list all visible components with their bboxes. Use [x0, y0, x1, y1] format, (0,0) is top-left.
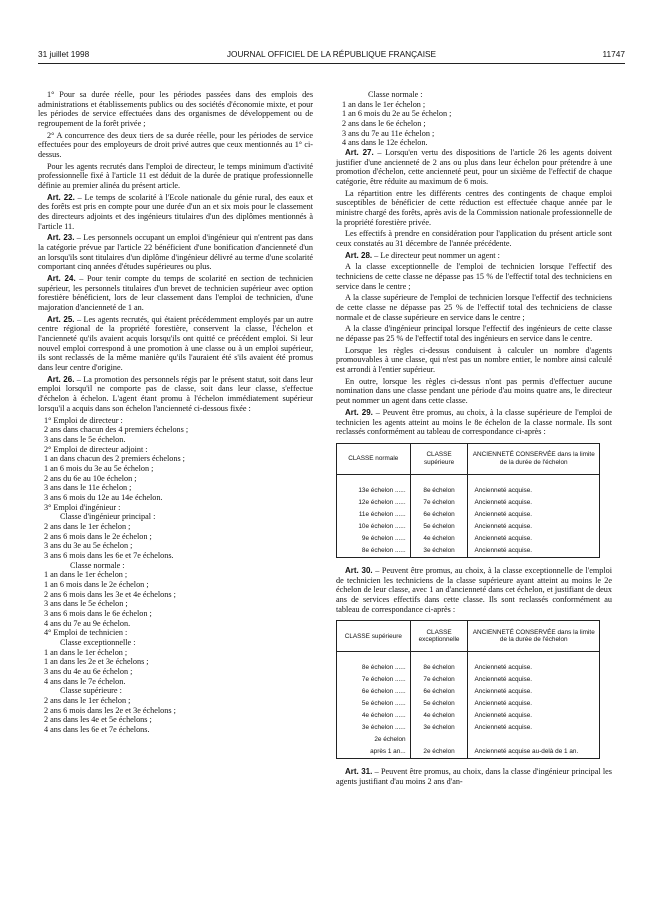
list-item: 3 ans 6 mois dans le 6e échelon ;: [44, 608, 152, 618]
table-cell: [410, 734, 468, 746]
table-cell: Ancienneté acquise.: [468, 533, 600, 545]
header-rule: [38, 63, 625, 64]
article-label: Art. 27.: [345, 148, 374, 158]
table-cell: 6e échelon: [410, 686, 468, 698]
list-item: 1 an 6 mois du 2e au 5e échelon ;: [342, 109, 452, 119]
article-label: Art. 31.: [345, 767, 373, 777]
column-header: ANCIENNETÉ CONSERVÉE dans la limite de la durée de l'échelon: [468, 443, 600, 474]
article-31: [336, 767, 612, 786]
list-subheading: Classe exceptionnelle :: [60, 637, 136, 647]
article-text: – Pour tenir compte du temps de scolarité en section de technicien supérieur, les personnels titulaires d'un brevet de technicien supérieur avec option forestière bénéficient, lors de leur classement dans l'emploi de technicien, d'une majoration d'ancienneté de 1 an.: [38, 274, 313, 313]
table-header-row: [337, 621, 600, 652]
table-cell: 4e échelon ......: [337, 710, 411, 722]
list-item: 1 an dans le 1er échelon ;: [342, 99, 426, 109]
column-header: ANCIENNETÉ CONSERVÉE dans la limite de la durée de l'échelon: [468, 621, 600, 652]
right-column: [336, 90, 612, 789]
article-label: Art. 28.: [345, 250, 373, 260]
article-label: Art. 22.: [47, 192, 75, 202]
list-item: 1 an dans le 1er échelon ;: [44, 647, 128, 657]
table-cell: Ancienneté acquise.: [468, 698, 600, 710]
list-item: 3 ans 6 mois du 12e au 14e échelon.: [44, 492, 163, 502]
column-header: CLASSE supérieure: [337, 621, 411, 652]
list-item: 2 ans dans le 1er échelon ;: [44, 521, 131, 531]
article-label: Art. 26.: [47, 374, 75, 384]
article-28: [336, 251, 612, 261]
article-text: – Lorsqu'en vertu des dispositions de l'article 26 les agents doivent justifier d'une ancienneté de 2 ans ou plus dans leur échelon pour prétendre à une promotion d'échelon, cette ancienneté peut, pour un sixième de l'effectif de chaque catégorie, être réduite au maximum de 6 mois.: [336, 148, 612, 187]
list-item: 3 ans dans le 5e échelon.: [44, 434, 126, 444]
table-row: [337, 698, 600, 710]
article-text: – Peuvent être promus, au choix, à la classe supérieure de l'emploi de technicien les agents atteint au moins le 8e échelon de la classe normale. Ils sont reclassés conformément au tableau de correspondance ci-après :: [336, 407, 613, 437]
article-text: – La promotion des personnels régis par le présent statut, soit dans leur emploi lorsqu'il ne comporte pas de classe, soit dans leur classe, s'effectue d'échelon à échelon. L'agent étant promu à l'échelon immédiatement supérieur lorsqu'il a acquis dans son échelon l'ancienneté ci-dessous fixée :: [38, 374, 314, 413]
article-24: [38, 274, 313, 313]
article-text: – Le directeur peut nommer un agent :: [372, 250, 500, 260]
list-item: 3 ans du 4e au 6e échelon ;: [44, 666, 133, 676]
list-item: 2 ans 6 mois dans les 3e et 4e échelons ;: [44, 589, 176, 599]
paragraph: En outre, lorsque les règles ci-dessus n'ont pas permis d'effectuer aucune nomination dans une classe pendant une période d'au moins quatre ans, le directeur peut nommer un agent dans cette classe.: [336, 376, 612, 406]
correspondence-table-art30: [336, 620, 600, 759]
table-cell: 3e échelon: [410, 545, 468, 558]
table-cell: 9e échelon ......: [337, 533, 411, 545]
article-label: Art. 30.: [345, 565, 373, 575]
table-row: [337, 662, 600, 674]
table-cell: 12e échelon ......: [337, 497, 411, 509]
list-heading: 4° Emploi de technicien :: [44, 628, 128, 638]
table-cell: 8e échelon: [410, 485, 468, 497]
table-cell: Ancienneté acquise.: [468, 686, 600, 698]
table-row: [337, 686, 600, 698]
left-column: [38, 90, 313, 735]
list-item: 4 ans dans les 6e et 7e échelons.: [44, 725, 150, 734]
list-item: 1 an dans chacun des 2 premiers échelons ;: [44, 454, 185, 464]
table-cell: 13e échelon ......: [337, 485, 411, 497]
table-row: [337, 734, 600, 746]
page-number: 11747: [602, 49, 625, 59]
list-item: 1 an dans les 2e et 3e échelons ;: [44, 657, 149, 667]
paragraph: 1° Pour sa durée réelle, pour les périodes passées dans des emplois des administrations et établissements publics ou des sociétés d'économie mixte, et pour les périodes de service effectuées dans des organismes de développement ou de regroupement de la forêt privée ;: [38, 90, 313, 129]
article-text: – Les personnels occupant un emploi d'ingénieur qui n'entrent pas dans la catégorie prévue par l'article 22 bénéficient d'une bonification d'ancienneté d'un an lorsqu'ils sont titulaires d'un diplôme d'ingénieur délivré au terme d'une scolarité comportant cinq années d'études supérieures ou plus.: [38, 233, 313, 272]
issue-date: 31 juillet 1998: [38, 49, 90, 59]
article-25: [38, 315, 313, 373]
table-cell: 7e échelon: [410, 497, 468, 509]
list-item: 2 ans dans les 4e et 5e échelons ;: [44, 715, 152, 725]
list-item: 3 ans dans le 5e échelon ;: [44, 599, 128, 609]
table-cell: 7e échelon ......: [337, 674, 411, 686]
list-subheading: Classe normale :: [368, 90, 423, 99]
list-item: 1 an dans le 1er échelon ;: [44, 570, 128, 580]
table-row: [337, 485, 600, 497]
table-cell: 5e échelon: [410, 521, 468, 533]
table-cell: Ancienneté acquise.: [468, 521, 600, 533]
table-cell: après 1 an...: [337, 746, 411, 759]
column-header: CLASSE supérieure: [410, 443, 468, 474]
article-label: Art. 29.: [345, 407, 373, 417]
table-cell: Ancienneté acquise.: [468, 662, 600, 674]
article-23: [38, 233, 313, 272]
list-item: 2 ans dans le 1er échelon ;: [44, 695, 131, 705]
table-row: [337, 722, 600, 734]
table-cell: Ancienneté acquise au-delà de 1 an.: [468, 746, 600, 759]
article-text: – Peuvent être promus, au choix, dans la classe d'ingénieur principal les agents justifiant d'au moins 2 ans d'an-: [336, 767, 612, 786]
list-item: 3 ans 6 mois dans les 6e et 7e échelons.: [44, 550, 174, 560]
list-heading: 2° Emploi de directeur adjoint :: [44, 444, 148, 454]
table-cell: 8e échelon ......: [337, 662, 411, 674]
table-cell: Ancienneté acquise.: [468, 722, 600, 734]
table-cell: 3e échelon ......: [337, 722, 411, 734]
table-spacer: [337, 652, 600, 663]
table-header-row: [337, 443, 600, 474]
article-label: Art. 23.: [47, 233, 75, 243]
table-row: [337, 545, 600, 558]
list-subheading: Classe supérieure :: [60, 686, 122, 696]
list-item: 3 ans du 3e au 5e échelon ;: [44, 541, 133, 551]
article-27: [336, 148, 612, 187]
list-heading: 1° Emploi de directeur :: [44, 415, 123, 425]
table-cell: Ancienneté acquise.: [468, 674, 600, 686]
table-cell: 8e échelon ......: [337, 545, 411, 558]
table-cell: 5e échelon: [410, 698, 468, 710]
table-cell: 11e échelon ......: [337, 509, 411, 521]
article-label: Art. 25.: [47, 314, 75, 324]
journal-title: JOURNAL OFFICIEL DE LA RÉPUBLIQUE FRANÇAISE: [226, 49, 437, 59]
correspondence-table-art29: [336, 443, 600, 558]
table-cell: Ancienneté acquise.: [468, 485, 600, 497]
table-cell: 6e échelon ......: [337, 686, 411, 698]
list-item: 2 ans dans chacun des 4 premiers échelons ;: [44, 425, 189, 435]
table-cell: Ancienneté acquise.: [468, 509, 600, 521]
list-item: 2 ans 6 mois dans les 2e et 3e échelons ;: [44, 705, 176, 715]
article-26: [38, 375, 313, 414]
paragraph: A la classe exceptionnelle de l'emploi de technicien lorsque l'effectif des techniciens de cette classe ne dépasse pas 15 % de l'effectif total des techniciens en service dans le centre ;: [336, 262, 612, 291]
table-cell: 10e échelon ......: [337, 521, 411, 533]
table-spacer: [337, 474, 600, 485]
table-row: [337, 509, 600, 521]
table-row: [337, 521, 600, 533]
table-cell: 7e échelon: [410, 674, 468, 686]
table-cell: 2e échelon: [410, 746, 468, 759]
table-cell: [468, 734, 600, 746]
table-row: [337, 710, 600, 722]
table-cell: 8e échelon: [410, 662, 468, 674]
column-header: CLASSE normale: [337, 443, 411, 474]
list-item: 1 an 6 mois du 3e au 5e échelon ;: [44, 463, 154, 473]
table-cell: Ancienneté acquise.: [468, 710, 600, 722]
table-row: [337, 497, 600, 509]
paragraph: A la classe supérieure de l'emploi de technicien lorsque l'effectif des techniciens de cette classe ne dépasse pas 25 % de l'effectif total des techniciens de classe normale et de classe supérieure en service dans le centre ;: [336, 293, 612, 322]
list-heading: 3° Emploi d'ingénieur :: [44, 502, 121, 512]
list-item: 2 ans dans le 6e échelon ;: [342, 119, 426, 129]
list-subheading: Classe d'ingénieur principal :: [60, 512, 156, 522]
list-item: 4 ans dans le 12e échelon.: [342, 138, 428, 148]
article-text: – Le temps de scolarité à l'Ecole nationale du génie rural, des eaux et des forêts est pris en compte pour une durée d'un an et six mois pour le classement des directeurs adjoints et des ingénieurs titulaires d'un des diplômes mentionnés à l'article 11.: [38, 192, 313, 231]
list-item: 3 ans du 7e au 11e échelon ;: [342, 128, 435, 138]
article-label: Art. 24.: [47, 274, 76, 284]
table-cell: 4e échelon: [410, 710, 468, 722]
article-30: [336, 566, 612, 614]
page-header: [38, 50, 625, 62]
article-text: – Peuvent être promus, au choix, à la classe exceptionnelle de l'emploi de technicien les techniciens de la classe supérieure ayant atteint au moins le 2e échelon de leur classe, avec 1 an d'ancienneté dans cet échelon, et justifiant de deux ans de services effectifs dans cette classe. Ils sont reclassés conformément au tableau de correspondance ci-après :: [336, 565, 612, 614]
article-22: [38, 193, 313, 232]
article-text: – Les agents recrutés, qui étaient précédemment employés par un autre centre régional de la propriété forestière, conservent la classe, l'échelon et l'ancienneté qu'ils avaient acquis lorsqu'ils ont quitté ce précédent emploi. Si leur nouvel emploi correspond à une promotion à une classe ou à un emploi supérieur, ils sont reclassés de la même manière qu'ils l'auraient été s'ils avaient été promus dans leur centre d'origine.: [38, 314, 313, 373]
table-cell: Ancienneté acquise.: [468, 545, 600, 558]
list-item: 2 ans du 6e au 10e échelon ;: [44, 473, 137, 483]
table-row: [337, 674, 600, 686]
paragraph: Lorsque les règles ci-dessus conduisent à calculer un nombre d'agents promouvables à une classe, qui n'est pas un nombre entier, le nombre ainsi calculé est arrondi à l'entier supérieur.: [336, 345, 612, 375]
list-item: 1 an 6 mois dans le 2e échelon ;: [44, 579, 149, 589]
table-cell: 3e échelon: [410, 722, 468, 734]
column-header: CLASSE exceptionnelle: [410, 621, 468, 652]
table-cell: 2e échelon: [337, 734, 411, 746]
table-cell: 4e échelon: [410, 533, 468, 545]
list-subheading: Classe normale :: [70, 560, 125, 570]
table-cell: 6e échelon: [410, 509, 468, 521]
article-29: [336, 408, 612, 437]
paragraph: Pour les agents recrutés dans l'emploi de directeur, le temps minimum d'activité professionnelle fixé à l'article 11 est déduit de la durée de pratique professionnelle définie au premier alinéa du présent article.: [38, 161, 313, 191]
table-row: [337, 746, 600, 759]
paragraph: A la classe d'ingénieur principal lorsque l'effectif des ingénieurs de cette classe ne dépasse pas 25 % de l'effectif total des ingénieurs en service dans le centre.: [336, 324, 612, 344]
list-item: 4 ans du 7e au 9e échelon.: [44, 618, 131, 628]
table-row: [337, 533, 600, 545]
paragraph: La répartition entre les différents centres des contingents de chaque emploi susceptibles de bénéficier de cette réduction est effectuée chaque année par le ministre chargé des forêts, après avis de la Commission nationale professionnelle de la propriété forestière privée.: [336, 188, 612, 227]
table-cell: 5e échelon ......: [337, 698, 411, 710]
paragraph: Les effectifs à prendre en considération pour l'application du présent article sont ceux constatés au 31 décembre de l'année précédente.: [336, 229, 612, 249]
list-item: 4 ans dans le 7e échelon.: [44, 676, 126, 686]
list-item: 3 ans dans le 11e échelon ;: [44, 483, 132, 493]
table-cell: Ancienneté acquise.: [468, 497, 600, 509]
list-item: 2 ans 6 mois dans le 2e échelon ;: [44, 531, 152, 541]
paragraph: 2° A concurrence des deux tiers de sa durée réelle, pour les périodes de service effectuées pour des employeurs de droit privé autres que ceux mentionnés au 1° ci-dessus.: [38, 130, 313, 160]
